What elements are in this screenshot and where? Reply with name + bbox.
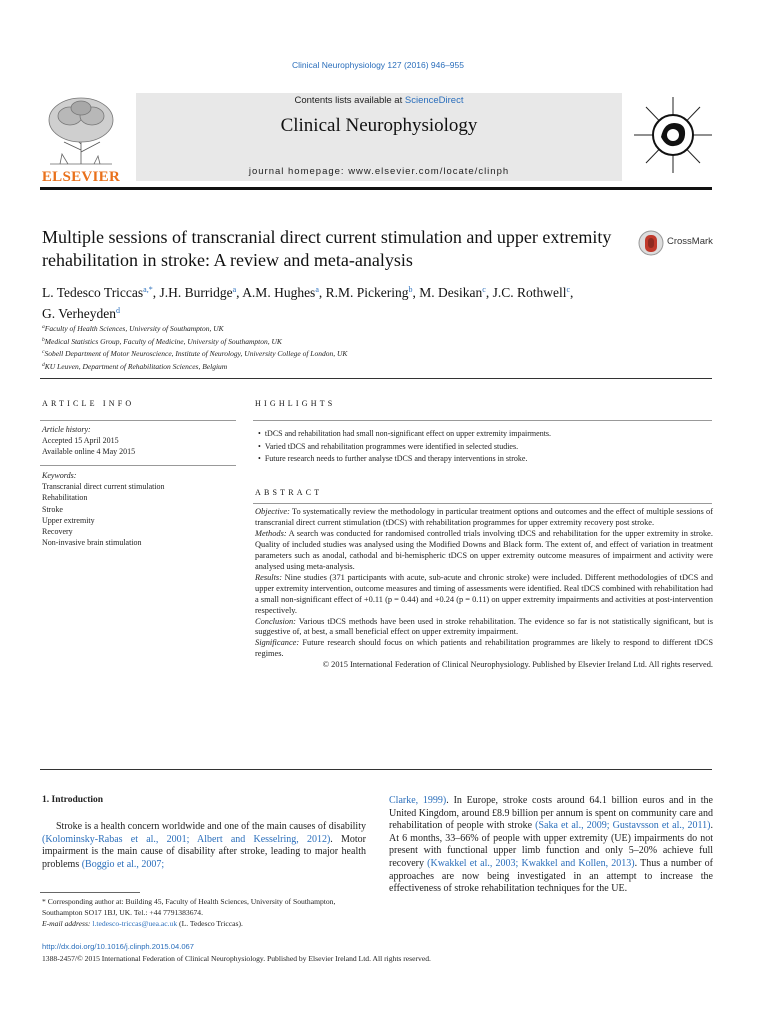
- keyword-item: Stroke: [42, 504, 63, 514]
- author-name: A.M. Hughes: [242, 285, 316, 300]
- elsevier-tree-icon: [40, 94, 122, 166]
- keyword-item: Recovery: [42, 527, 73, 537]
- author-affiliation-mark[interactable]: a,*: [143, 285, 153, 294]
- affiliation-item: [42, 322, 542, 335]
- body-text: Stroke is a health concern worldwide and one of the main causes of disability: [56, 821, 366, 832]
- keyword-item: Rehabilitation: [42, 493, 88, 503]
- author-separator: ,: [318, 285, 326, 300]
- author-separator: ,: [485, 285, 493, 300]
- citation-link[interactable]: (Boggio et al., 2007;: [81, 858, 165, 870]
- citation-link[interactable]: (Saka et al., 2009; Gustavsson et al., 2011): [535, 820, 711, 832]
- author-affiliation-mark[interactable]: b: [408, 285, 413, 294]
- section-heading-introduction: 1. Introduction: [42, 795, 104, 805]
- author-name: G. Verheyden: [42, 306, 116, 321]
- accepted-date: Accepted 15 April 2015: [42, 436, 119, 445]
- author-separator: ,: [570, 285, 574, 300]
- highlights-rule: [253, 420, 712, 421]
- keywords-rule: [40, 465, 236, 466]
- affiliation-mark: c: [42, 349, 45, 355]
- affiliation-item: [42, 335, 542, 348]
- author-affiliation-mark[interactable]: c: [482, 285, 486, 294]
- methods-label: Methods:: [255, 528, 287, 538]
- body-column-right: [389, 795, 713, 896]
- conclusion-label: Conclusion:: [255, 616, 296, 626]
- elsevier-logo: [40, 94, 122, 185]
- sciencedirect-link[interactable]: ScienceDirect: [404, 95, 464, 106]
- article-title: Multiple sessions of transcranial direct current stimulation and upper extremity rehabilitation in stroke: A review and meta-analysis: [42, 227, 612, 270]
- citation-link[interactable]: (Kwakkel et al., 2003; Kwakkel and Kollen, 2013): [427, 857, 635, 869]
- affiliation-rule: [40, 378, 712, 379]
- abstract-rule: [253, 503, 712, 504]
- journal-homepage[interactable]: journal homepage: www.elsevier.com/locate/clinph: [248, 166, 510, 177]
- author-separator: ,: [236, 285, 243, 300]
- history-label: Article history:: [42, 425, 91, 434]
- affiliation-mark: b: [42, 336, 45, 343]
- abstract-copyright: © 2015 International Federation of Clinical Neurophysiology. Published by Elsevier Ireland Ltd. All rights reserved.: [322, 660, 713, 670]
- issn-line: 1388-2457/© 2015 International Federation of Clinical Neurophysiology. Published by Elsevier Ireland Ltd. All rights reserved.: [42, 954, 431, 963]
- affiliation-item: [42, 360, 542, 373]
- footnote-address: * Corresponding author at: Building 45, Faculty of Health Sciences, University of Southampton, Southampton SO17 1BJ, UK. Tel.: +44 7791383674.: [42, 897, 336, 918]
- author-separator: ,: [152, 285, 160, 300]
- author-affiliation-mark[interactable]: a: [232, 285, 237, 294]
- results-text: Nine studies (371 participants with acute, sub-acute and chronic stroke) were included. Different methodologies of tDCS and upper extremity intervention, outcome measures and timing of assessments were identified. Real tDCS combined with rehabilitation had a small non-significant effect of +0.11 (p = 0.44) and +0.24 (p = 0.11) on upper extremity impairments and activities at post-intervention respectively.: [255, 572, 713, 615]
- highlight-item: • tDCS and rehabilitation had small non-significant effect on upper extremity impairments.: [258, 428, 708, 441]
- body-text: . Motor impairment is the main cause of disability after stroke, leading to major health problems: [42, 833, 366, 870]
- journal-title: Clinical Neurophysiology: [280, 115, 478, 136]
- significance-label: Significance:: [255, 638, 300, 648]
- journal-banner: [136, 93, 622, 181]
- keywords-label: Keywords:: [42, 471, 77, 480]
- email-suffix: (L. Tedesco Triccas).: [177, 919, 243, 929]
- crossmark-badge[interactable]: [638, 229, 718, 257]
- journal-reference[interactable]: Clinical Neurophysiology 127 (2016) 946–955: [291, 60, 464, 70]
- journal-cover-emblem-icon: [628, 95, 718, 175]
- article-info-heading: ARTICLE INFO: [42, 399, 135, 408]
- keywords: [42, 470, 232, 548]
- abstract-methods: [255, 529, 713, 573]
- highlight-item: • Varied tDCS and rehabilitation programmes were identified in selected studies.: [258, 441, 708, 454]
- author-affiliation-mark[interactable]: d: [115, 306, 120, 315]
- highlight-item: • Future research needs to further analyse tDCS and therapy interventions in stroke.: [258, 453, 708, 466]
- crossmark-icon: [638, 229, 664, 257]
- author-name: L. Tedesco Triccas: [42, 285, 144, 300]
- abstract-significance: [255, 638, 713, 660]
- affiliation-text: KU Leuven, Department of Rehabilitation Sciences, Belgium: [44, 361, 228, 371]
- author-list: [42, 281, 702, 323]
- body-text: . In Europe, stroke costs around 64.1 billion euros and in the United Kingdom, around £8.9 billion per annum is spent on community care and rehabilitation of people with stroke: [389, 795, 713, 832]
- abstract-heading: ABSTRACT: [255, 488, 323, 497]
- body-text: . At 6 months, 33–66% of people with upper extremity (UE) impairments do not present with functional upper limb function and only 5–20% achieve full recovery: [389, 820, 713, 869]
- author-name: J.C. Rothwell: [492, 285, 567, 300]
- abstract-body: [255, 507, 713, 671]
- affiliation-item: [42, 347, 542, 360]
- affiliation-text: Faculty of Health Sciences, University of Southampton, UK: [44, 324, 224, 333]
- affiliation-mark: d: [42, 361, 45, 368]
- affiliation-text: Medical Statistics Group, Faculty of Medicine, University of Southampton, UK: [44, 336, 282, 346]
- author-name: R.M. Pickering: [325, 285, 409, 300]
- objective-label: Objective:: [255, 507, 290, 516]
- email-label: E-mail address:: [42, 919, 91, 929]
- significance-text: Future research should focus on which patients and rehabilitation programmes are likely to respond to different tDCS regimes.: [255, 638, 713, 659]
- contents-line: [136, 95, 622, 106]
- abstract-conclusion: [255, 617, 713, 639]
- online-date: Available online 4 May 2015: [42, 447, 136, 456]
- corresponding-author-footnote: [42, 896, 366, 930]
- keyword-item: Transcranial direct current stimulation: [42, 482, 165, 492]
- affiliation-text: Sobell Department of Motor Neuroscience, Institute of Neurology, University College of London, UK: [44, 349, 348, 358]
- author-separator: ,: [412, 285, 420, 300]
- crossmark-label: CrossMark: [667, 236, 713, 247]
- methods-text: A search was conducted for randomised controlled trials involving tDCS and rehabilitation for the upper extremity in stroke. Quality of included studies was analysed using the Modified Downs and Black form. The extent of, and effect of variation in treatment parameters such as anodal, cathodal and bi-hemispheric tDCS on upper extremity outcome measures of impairment and activity were analysed using meta-analysis.: [255, 528, 713, 571]
- affiliations: [42, 322, 542, 372]
- article-history: [42, 424, 232, 457]
- highlights-heading: HIGHLIGHTS: [255, 399, 336, 408]
- conclusion-text: Various tDCS methods have been used in stroke rehabilitation. The evidence so far is not statistically significant, but is suggestive of, at best, a small beneficial effect on upper extremity impairment.: [255, 616, 713, 637]
- objective-text: To systematically review the methodology in particular treatment options and outcomes and the effect of multiple sessions of transcranial direct current stimulation (tDCS) with rehabilitation programmes for upper extremity recovery post stroke.: [255, 507, 713, 527]
- citation-link[interactable]: (Kolominsky-Rabas et al., 2001; Albert and Kesselring, 2012): [42, 833, 331, 845]
- article-info-rule: [40, 420, 236, 421]
- author-name: M. Desikan: [419, 285, 483, 300]
- footnote-email-line: [42, 918, 366, 929]
- author-name: J.H. Burridge: [159, 285, 233, 300]
- header-rule: [40, 187, 712, 190]
- keyword-item: Non-invasive brain stimulation: [42, 538, 142, 548]
- results-label: Results:: [255, 572, 282, 582]
- body-text: . Thus a number of approaches are now being investigated in an attempt to increase the effectiveness of stroke rehabilitation techniques for the UE.: [389, 857, 713, 895]
- affiliation-mark: a: [42, 324, 45, 330]
- abstract-results: [255, 573, 713, 617]
- contents-prefix: Contents lists available at: [294, 95, 405, 106]
- abstract-objective: [255, 507, 713, 529]
- author-affiliation-mark[interactable]: c: [566, 285, 571, 294]
- keyword-item: Upper extremity: [42, 515, 95, 525]
- doi-link[interactable]: http://dx.doi.org/10.1016/j.clinph.2015.04.067: [42, 942, 194, 951]
- citation-link[interactable]: Clarke, 1999): [389, 795, 447, 806]
- author-affiliation-mark[interactable]: a: [315, 285, 319, 294]
- abstract-bottom-rule: [40, 769, 712, 770]
- footnote-rule: [40, 892, 140, 893]
- body-column-left: [42, 821, 366, 871]
- email-link[interactable]: l.tedesco-triccas@uea.ac.uk: [92, 919, 178, 929]
- highlights-list: [258, 428, 708, 466]
- elsevier-wordmark: ELSEVIER: [41, 169, 121, 185]
